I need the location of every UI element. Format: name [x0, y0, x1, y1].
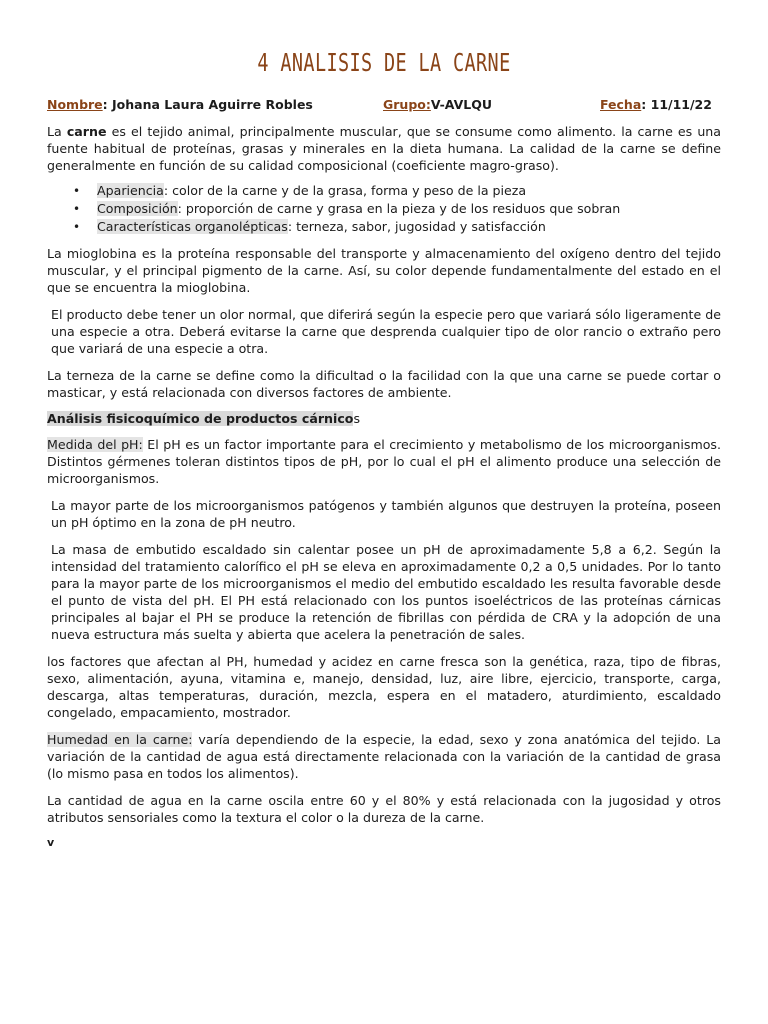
ph-label: Medida del pH: — [47, 437, 143, 452]
characteristics-list — [47, 182, 721, 236]
date-value: : 11/11/22 — [641, 97, 712, 112]
intro-paragraph: La carne es el tejido animal, principalmente muscular, que se consume como alimento. la carne es una fuente habitual de proteínas, grasas y minerales en la dieta humana. La calidad de la carne se define generalmente en función de su calidad composicional (coeficiente magro-graso). — [47, 124, 721, 173]
header-row — [47, 97, 721, 112]
humidity-label: Humedad en la carne: — [47, 732, 193, 747]
group-label: Grupo: — [383, 97, 431, 112]
ph-paragraph-4: los factores que afectan al PH, humedad y acidez en carne fresca son la genética, raza, tipo de fibras, sexo, alimentación, ayuna, vitamina e, manejo, densidad, luz, aire libre, ejercicio, transporte, carga, descarga, altas temperaturas, duración, mezcla, espera en el matadero, aturdimiento, escaldado congelado, empacamiento, mostrador. — [47, 654, 721, 720]
ph-paragraph: Medida del pH: El pH es un factor importante para el crecimiento y metabolismo de los microorganismos. Distintos gérmenes toleran distintos tipos de pH, por lo cual el pH el alimento produce una selección de microorganismos. — [47, 437, 721, 486]
smell-paragraph: El producto debe tener un olor normal, que diferirá según la especie pero que variará sólo ligeramente de una especie a otra. Deberá evitarse la carne que desprenda cualquier tipo de olor rancio o extraño pero que variará de una especie a otra. — [51, 307, 721, 356]
name-label: Nombre — [47, 97, 103, 112]
intro-bold-term: carne — [66, 124, 107, 139]
list-item: • Características organolépticas: terneza, sabor, jugosidad y satisfacción — [47, 218, 721, 236]
group-field — [383, 97, 600, 112]
name-field — [47, 97, 383, 112]
humidity-paragraph: Humedad en la carne: varía dependiendo de la especie, la edad, sexo y zona anatómica del tejido. La variación de la cantidad de agua está directamente relacionada con la variación de la cantidad de grasa (lo mismo pasa en todos los alimentos). — [47, 732, 721, 781]
list-item: • Composición: proporción de carne y grasa en la pieza y de los residuos que sobran — [47, 200, 721, 218]
tenderness-paragraph: La terneza de la carne se define como la dificultad o la facilidad con la que una carne se puede cortar o masticar, y está relacionada con diversos factores de ambiente. — [47, 368, 721, 400]
footer-mark: v — [47, 836, 55, 849]
page-title: 4 ANALISIS DE LA CARNE — [257, 48, 511, 77]
ph-paragraph-2: La mayor parte de los microorganismos patógenos y también algunos que destruyen la proteína, poseen un pH óptimo en la zona de pH neutro. — [51, 498, 721, 530]
date-field — [600, 97, 712, 112]
myoglobin-paragraph: La mioglobina es la proteína responsable del transporte y almacenamiento del oxígeno dentro del tejido muscular, y el principal pigmento de la carne. Así, su color depende fundamentalmente del estado en el que se encuentra la mioglobina. — [47, 246, 721, 295]
section-heading: Análisis fisicoquímico de productos cárnicos — [47, 411, 360, 426]
humidity-paragraph-2: La cantidad de agua en la carne oscila entre 60 y el 80% y está relacionada con la jugosidad y otros atributos sensoriales como la textura el color o la dureza de la carne. — [47, 793, 721, 825]
date-label: Fecha — [600, 97, 642, 112]
list-item: • Apariencia: color de la carne y de la grasa, forma y peso de la pieza — [47, 182, 721, 200]
name-value: : Johana Laura Aguirre Robles — [102, 97, 313, 112]
group-value: V-AVLQU — [430, 97, 493, 112]
ph-paragraph-3: La masa de embutido escaldado sin calentar posee un pH de aproximadamente 5,8 a 6,2. Según la intensidad del tratamiento calorífico el pH se eleva en aproximadamente 0,2 a 0,5 unidades. Por lo tanto para la mayor parte de los microorganismos el medio del embutido escaldado les resulta favorable desde el punto de vista del pH. El PH está relacionado con los puntos isoeléctricos de las proteínas cárnicas principales al bajar el PH se produce la retención de fibrillas con pérdida de CRA y la adopción de una nueva estructura más suelta y abierta que acelera la penetración de sales. — [51, 542, 721, 642]
